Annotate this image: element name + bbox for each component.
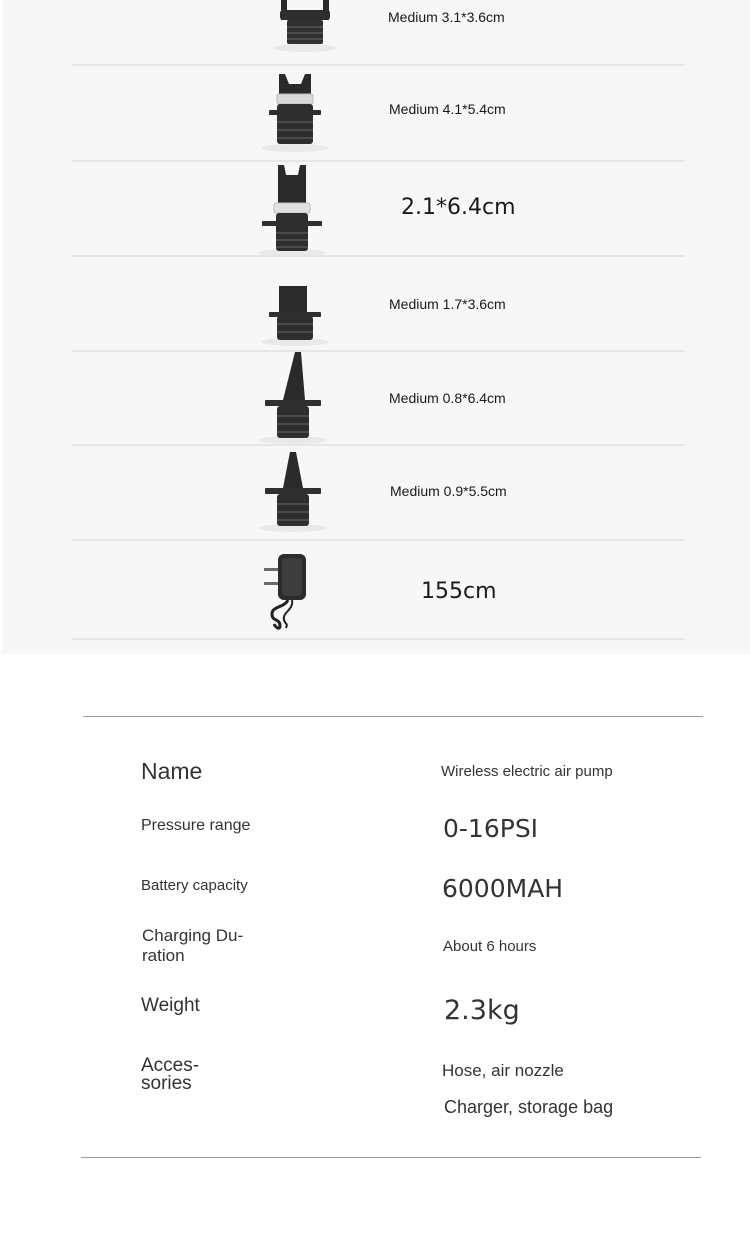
spec-charging-label-line1: Charging Du- [142, 926, 244, 945]
spec-weight-value: 2.3kg [444, 995, 520, 1026]
nozzle-wide-short-icon [265, 0, 345, 55]
spec-charging-label-line2: ration [142, 946, 185, 965]
nozzle-short-cone-icon [253, 448, 333, 533]
spec-charging-value: About 6 hours [443, 938, 537, 955]
nozzle-short-cylinder-icon [255, 282, 335, 347]
nozzle-size-label: Medium 1.7*3.6cm [389, 296, 506, 312]
nozzle-size-label: Medium 4.1*5.4cm [389, 101, 506, 117]
nozzle-valve-adapter-icon [255, 70, 335, 155]
row-divider [72, 444, 684, 446]
nozzle-long-cone-icon [253, 350, 333, 445]
nozzle-pin-valve-icon [252, 163, 332, 258]
spec-accessories-value-line2: Charger, storage bag [444, 1097, 614, 1117]
spec-top-divider [83, 716, 703, 717]
spec-bottom-divider [81, 1157, 701, 1158]
spec-weight-label: Weight [141, 995, 200, 1016]
spec-pressure-value: 0-16PSI [443, 814, 539, 843]
nozzle-gallery [2, 0, 750, 654]
row-divider [72, 638, 684, 640]
row-divider [72, 539, 684, 541]
spec-battery-value: 6000MAH [442, 874, 564, 903]
charger-adapter-icon [258, 548, 318, 633]
row-divider [72, 64, 684, 66]
nozzle-size-label: Medium 3.1*3.6cm [388, 9, 505, 25]
spec-accessories-value-line1: Hose, air nozzle [442, 1061, 564, 1080]
nozzle-size-label: Medium 0.8*6.4cm [389, 390, 506, 406]
nozzle-size-label: 155cm [421, 579, 497, 604]
spec-name-value: Wireless electric air pump [441, 763, 613, 780]
spec-accessories-label-line1: Acces- [141, 1055, 200, 1076]
spec-battery-label: Battery capacity [141, 877, 248, 894]
nozzle-size-label: Medium 0.9*5.5cm [390, 483, 507, 499]
row-divider [72, 255, 684, 257]
spec-name-label: Name [141, 758, 203, 784]
spec-pressure-label: Pressure range [141, 817, 251, 834]
nozzle-size-label: 2.1*6.4cm [401, 195, 516, 220]
spec-accessories-label-line2: sories [141, 1073, 192, 1094]
row-divider [72, 350, 684, 352]
row-divider [72, 160, 684, 162]
